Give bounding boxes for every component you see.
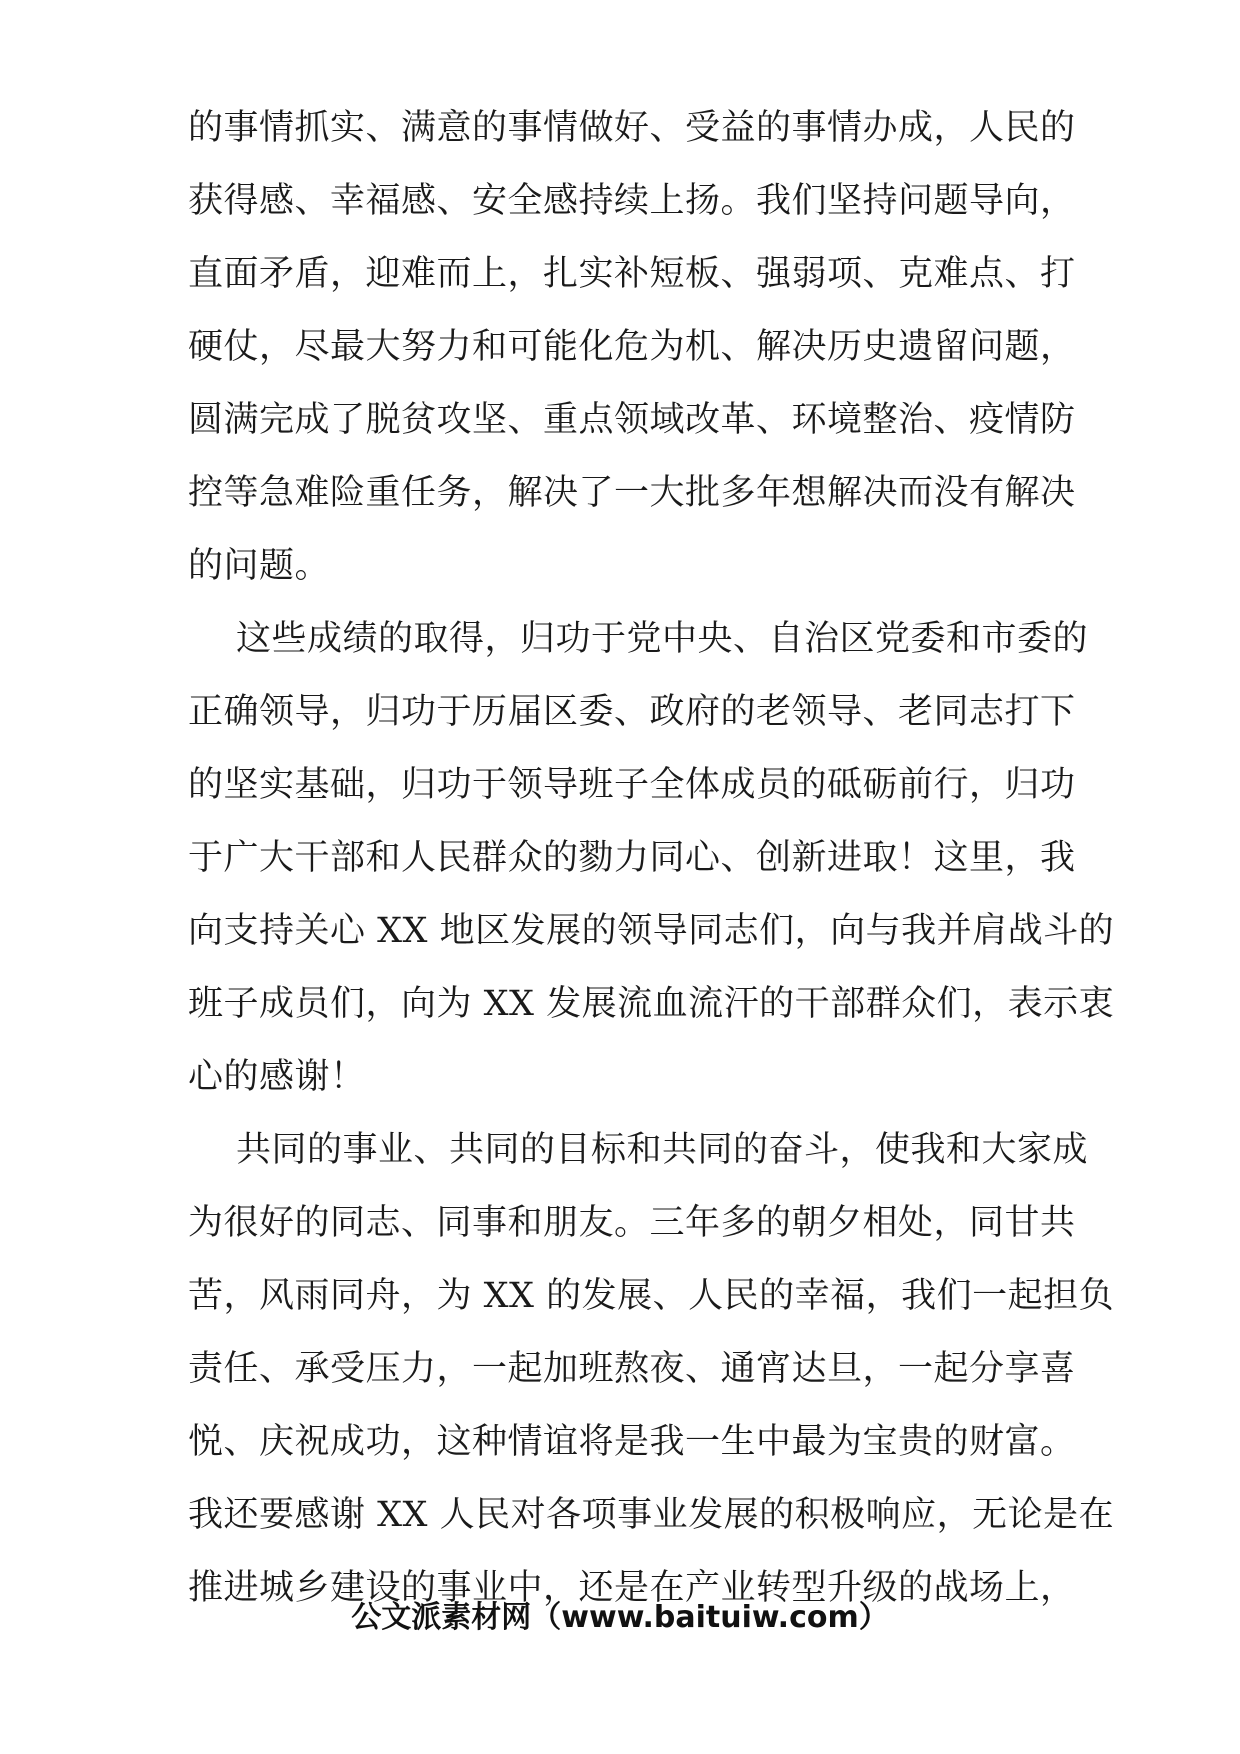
text-line: 的坚实基础，归功于领导班子全体成员的砥砺前行，归功: [188, 765, 1076, 805]
paragraph: [188, 1114, 1115, 1625]
text-line: 班子成员们，向为 XX 发展流血流汗的干部群众们，表示衷: [188, 984, 1115, 1024]
text-line: 苦，风雨同舟，为 XX 的发展、人民的幸福，我们一起担负: [188, 1276, 1115, 1316]
text-line: 责任、承受压力，一起加班熬夜、通宵达旦，一起分享喜: [188, 1349, 1076, 1389]
text-line: 向支持关心 XX 地区发展的领导同志们，向与我并肩战斗的: [188, 911, 1115, 951]
paragraph: [188, 603, 1115, 1114]
text-line: 为很好的同志、同事和朋友。三年多的朝夕相处，同甘共: [188, 1203, 1076, 1243]
text-line: 推进城乡建设的事业中，还是在产业转型升级的战场上，: [188, 1568, 1076, 1608]
text-line: 硬仗，尽最大努力和可能化危为机、解决历史遗留问题，: [188, 327, 1076, 367]
footer-watermark: 公文派素材网（www.baituiw.com）: [351, 1600, 889, 1635]
text-line: 直面矛盾，迎难而上，扎实补短板、强弱项、克难点、打: [188, 254, 1076, 294]
text-line: 获得感、幸福感、安全感持续上扬。我们坚持问题导向，: [188, 181, 1076, 221]
text-line: 圆满完成了脱贫攻坚、重点领域改革、环境整治、疫情防: [188, 400, 1076, 440]
text-line: 的问题。: [188, 546, 331, 586]
text-line: 正确领导，归功于历届区委、政府的老领导、老同志打下: [188, 692, 1076, 732]
paragraph: [188, 92, 1076, 603]
text-line: 控等急难险重任务，解决了一大批多年想解决而没有解决: [188, 473, 1076, 513]
document-body: [188, 92, 1115, 1625]
text-line: 心的感谢！: [188, 1057, 366, 1097]
text-line: 于广大干部和人民群众的勠力同心、创新进取！这里，我: [188, 838, 1076, 878]
text-line: 这些成绩的取得，归功于党中央、自治区党委和市委的: [236, 619, 1089, 659]
text-line: 悦、庆祝成功，这种情谊将是我一生中最为宝贵的财富。: [188, 1422, 1076, 1462]
text-line: 的事情抓实、满意的事情做好、受益的事情办成，人民的: [188, 108, 1076, 148]
text-line: 我还要感谢 XX 人民对各项事业发展的积极响应，无论是在: [188, 1495, 1115, 1535]
text-line: 共同的事业、共同的目标和共同的奋斗，使我和大家成: [236, 1130, 1089, 1170]
